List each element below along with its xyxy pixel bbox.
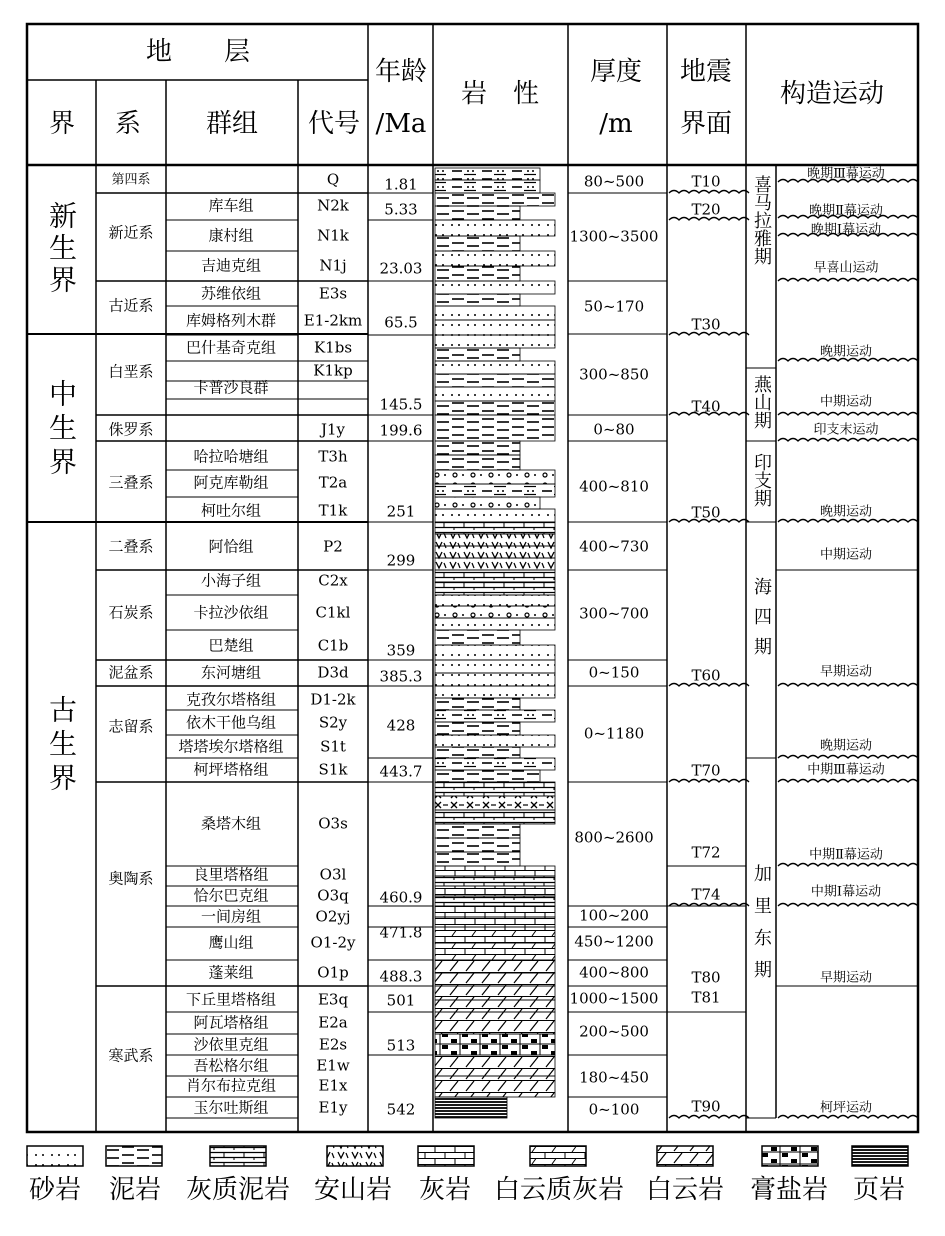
lithology-layer — [435, 193, 555, 206]
lithology-layer — [435, 1055, 555, 1076]
lithology-layer — [435, 876, 555, 886]
age-value: 385.3 — [379, 667, 423, 686]
lithology-layer — [435, 180, 540, 193]
formation-code: E1-2km — [303, 311, 363, 330]
lithology-layer — [435, 810, 555, 824]
lithology-layer — [435, 606, 555, 618]
formation-code: E2s — [318, 1035, 348, 1054]
legend-swatch — [210, 1146, 266, 1166]
lithology-layer — [435, 595, 555, 606]
formation-code: Q — [326, 170, 340, 189]
system-jurassic: 侏罗系 — [108, 420, 154, 439]
legend-dolomite: 白云岩 — [645, 1175, 725, 1205]
formation-name: 阿克库勒组 — [193, 473, 269, 492]
header-seismic-2: 界面 — [679, 109, 733, 139]
thickness-value: 100~200 — [579, 906, 649, 925]
seismic-interface: T20 — [691, 200, 721, 219]
formation-code: O3l — [319, 865, 347, 884]
lithology-layer — [435, 401, 555, 415]
age-value: 513 — [386, 1036, 416, 1055]
lithology-layer — [435, 758, 555, 770]
formation-name: 玉尔吐斯组 — [193, 1098, 269, 1117]
formation-name: 沙依里克组 — [193, 1035, 269, 1054]
seismic-interface: T90 — [691, 1097, 721, 1116]
formation-name: 吉迪克组 — [200, 256, 262, 275]
seismic-interface: T30 — [691, 315, 721, 334]
seismic-interface: T74 — [691, 885, 721, 904]
legend-limestone: 灰岩 — [418, 1175, 472, 1205]
lithology-layer — [435, 770, 540, 782]
tectonic-wavy-line — [778, 780, 918, 783]
legend-swatch — [852, 1146, 908, 1166]
lithology-layer — [435, 1012, 555, 1034]
header-thickness-2: /m — [599, 109, 633, 139]
lithology-layer — [435, 747, 520, 758]
legend-mudstone: 泥岩 — [108, 1175, 162, 1205]
seismic-interface: T72 — [691, 843, 721, 862]
movement-label: 中期Ⅲ幕运动 — [807, 762, 885, 778]
lithology-layer — [435, 618, 555, 630]
movement-label: 中期Ⅱ幕运动 — [809, 847, 883, 863]
formation-code: E2a — [318, 1013, 348, 1032]
lithology-layer — [435, 824, 520, 838]
lithology-layer — [435, 348, 520, 361]
formation-code: D3d — [317, 663, 349, 682]
lithology-layer — [435, 306, 555, 320]
system-neogene: 新近系 — [108, 223, 154, 242]
formation-code: E1x — [318, 1076, 348, 1095]
legend-sandstone: 砂岩 — [28, 1175, 82, 1205]
lithology-layer — [435, 582, 555, 595]
system-permian: 二叠系 — [108, 537, 154, 556]
period-yanshan: 燕山期 — [751, 375, 772, 429]
formation-code: S2y — [318, 713, 348, 732]
lithology-layer — [435, 281, 555, 294]
age-value: 145.5 — [379, 395, 423, 414]
lithology-layer — [435, 686, 555, 698]
header-age-1: 年龄 — [374, 57, 428, 87]
movement-label: 晚期Ⅱ幕运动 — [809, 203, 883, 219]
formation-name: 库姆格列木群 — [185, 311, 277, 330]
formation-code: J1y — [320, 420, 346, 439]
lithology-layer — [435, 168, 540, 180]
thickness-value: 1000~1500 — [569, 989, 659, 1008]
lithology-layer — [435, 534, 555, 546]
formation-name: 良里塔格组 — [193, 865, 269, 884]
header-lithology: 岩 性 — [460, 79, 540, 109]
tectonic-wavy-line — [778, 684, 918, 687]
formation-name: 库车组 — [208, 196, 254, 215]
lithology-layer — [435, 986, 555, 1000]
legend-andesite: 安山岩 — [313, 1175, 393, 1205]
lithology-layer — [435, 558, 555, 570]
movement-label: 早期运动 — [819, 970, 873, 986]
header-jie: 界 — [48, 109, 76, 139]
movement-label: 晚期Ⅲ幕运动 — [807, 166, 885, 182]
age-value: 501 — [386, 991, 416, 1010]
age-value: 359 — [386, 641, 416, 660]
header-daihao: 代号 — [307, 109, 361, 139]
lithology-layer — [435, 294, 520, 306]
legend-gypsum-salt: 膏盐岩 — [749, 1175, 829, 1205]
movement-label: 印支末运动 — [813, 422, 879, 438]
lithology-layer — [435, 570, 555, 582]
lithology-layer — [435, 335, 555, 348]
period-indosinian: 印支期 — [751, 453, 772, 507]
period-caledonian: 加里东期 — [751, 864, 772, 992]
thickness-value: 0~1180 — [583, 724, 645, 743]
formation-code: O3s — [318, 814, 348, 833]
age-value: 299 — [386, 551, 416, 570]
tectonic-wavy-line — [778, 864, 918, 867]
formation-code: P2 — [323, 537, 343, 556]
formation-name: 鹰山组 — [208, 933, 254, 952]
system-carboniferous: 石炭系 — [108, 603, 154, 622]
header-stratum: 地 层 — [145, 37, 251, 67]
thickness-value: 400~810 — [579, 477, 649, 496]
formation-code: K1kp — [313, 361, 353, 380]
formation-code: D1-2k — [310, 690, 356, 709]
header-age-2: /Ma — [375, 109, 427, 139]
lithology-layer — [435, 660, 555, 673]
movement-label: 晚期Ⅰ幕运动 — [810, 222, 882, 238]
formation-code: E3q — [317, 990, 349, 1009]
formation-code: E1w — [316, 1056, 350, 1075]
seismic-interface: T70 — [691, 761, 721, 780]
formation-name: 苏维依组 — [200, 284, 262, 303]
lithology-layer — [435, 497, 540, 509]
legend-swatch — [27, 1146, 83, 1166]
formation-name: 卡普沙良群 — [193, 378, 269, 397]
lithology-layer — [435, 886, 555, 896]
period-hercynian: 海四期 — [751, 577, 772, 667]
tectonic-wavy-line — [778, 413, 918, 416]
formation-name: 东河塘组 — [200, 663, 262, 682]
system-silurian: 志留系 — [108, 717, 154, 736]
formation-code: C1b — [317, 636, 349, 655]
tectonic-wavy-line — [778, 439, 918, 442]
lithology-layer — [435, 206, 520, 220]
system-cretaceous: 白垩系 — [108, 362, 154, 381]
formation-code: K1bs — [313, 338, 353, 357]
seismic-wavy-line — [669, 1116, 749, 1119]
thickness-value: 400~730 — [579, 537, 649, 556]
movement-label: 中期运动 — [819, 547, 873, 563]
lithology-layer — [435, 415, 555, 441]
age-value: 199.6 — [379, 421, 423, 440]
lithology-layer — [435, 710, 555, 722]
seismic-interface: T50 — [691, 503, 721, 522]
formation-code: O2yj — [315, 907, 351, 926]
lithology-layer — [435, 441, 520, 455]
thickness-value: 200~500 — [579, 1022, 649, 1041]
age-value: 1.81 — [384, 175, 418, 194]
formation-code: T2a — [318, 473, 348, 492]
lithology-layer — [435, 470, 555, 484]
lithology-layer — [435, 546, 555, 558]
formation-code: C1kl — [315, 603, 351, 622]
formation-code: T1k — [318, 501, 348, 520]
lithology-layer — [435, 960, 555, 973]
legend-dolomitic-limestone: 白云质灰岩 — [493, 1175, 625, 1205]
formation-code: O1-2y — [310, 933, 356, 952]
formation-name: 康村组 — [208, 226, 254, 245]
thickness-value: 450~1200 — [574, 932, 654, 951]
seismic-interface: T40 — [691, 397, 721, 416]
lithology-layer — [435, 266, 520, 281]
lithology-layer — [435, 361, 555, 374]
formation-name: 桑塔木组 — [200, 814, 262, 833]
thickness-value: 300~700 — [579, 604, 649, 623]
formation-name: 柯坪塔格组 — [193, 760, 269, 779]
formation-code: S1t — [320, 737, 346, 756]
period-himalayan: 喜马拉雅期 — [751, 175, 772, 265]
formation-name: 巴楚组 — [208, 636, 254, 655]
age-value: 5.33 — [384, 200, 418, 219]
lithology-layer — [435, 320, 555, 335]
lithology-layer — [435, 374, 555, 387]
thickness-value: 0~80 — [593, 420, 635, 439]
formation-code: N1j — [319, 256, 347, 275]
tectonic-wavy-line — [778, 1116, 918, 1119]
legend-swatch — [762, 1146, 818, 1166]
age-value: 488.3 — [379, 967, 423, 986]
header-thickness-1: 厚度 — [589, 57, 643, 87]
lithology-layer — [435, 1034, 555, 1055]
formation-name: 依木干他乌组 — [185, 713, 277, 732]
formation-name: 恰尔巴克组 — [193, 886, 269, 905]
formation-code: N1k — [317, 226, 349, 245]
formation-name: 哈拉哈塘组 — [193, 447, 269, 466]
age-value: 428 — [386, 716, 416, 735]
lithology-layer — [435, 896, 555, 906]
age-value: 251 — [386, 502, 416, 521]
age-value: 23.03 — [379, 259, 423, 278]
formation-code: S1k — [318, 760, 348, 779]
lithology-layer — [435, 722, 520, 735]
thickness-value: 1300~3500 — [569, 227, 659, 246]
lithology-layer — [435, 630, 520, 645]
lithology-layer — [435, 973, 555, 986]
lithology-layer — [435, 509, 555, 522]
lithology-layer — [435, 735, 555, 747]
formation-name: 克孜尔塔格组 — [185, 690, 277, 709]
formation-code: T3h — [318, 447, 348, 466]
lithology-layer — [435, 906, 555, 917]
header-qunzu: 群组 — [205, 109, 259, 139]
era-mesozoic: 中生界 — [45, 379, 78, 481]
formation-name: 小海子组 — [200, 571, 262, 590]
lithology-layer — [435, 455, 520, 470]
lithology-layer — [435, 796, 555, 810]
lithology-layer — [435, 220, 555, 236]
thickness-value: 400~800 — [579, 963, 649, 982]
lithology-layer — [435, 782, 555, 796]
formation-name: 柯吐尔组 — [200, 501, 262, 520]
system-cambrian: 寒武系 — [108, 1046, 154, 1065]
lithology-layer — [435, 387, 555, 401]
legend-shale: 页岩 — [852, 1175, 906, 1205]
formation-code: E1y — [318, 1098, 348, 1117]
lithology-layer — [435, 645, 555, 660]
movement-label: 晚期运动 — [819, 504, 873, 520]
movement-label: 晚期运动 — [819, 344, 873, 360]
tectonic-wavy-line — [778, 756, 918, 759]
formation-name: 塔塔埃尔塔格组 — [178, 737, 284, 756]
lithology-layer — [435, 1097, 507, 1118]
system-triassic: 三叠系 — [108, 473, 154, 492]
formation-name: 下丘里塔格组 — [185, 990, 277, 1009]
seismic-wavy-line — [669, 780, 749, 783]
lithology-layer — [435, 1076, 555, 1097]
thickness-value: 180~450 — [579, 1068, 649, 1087]
thickness-value: 0~150 — [588, 663, 640, 682]
formation-code: O1p — [317, 963, 349, 982]
era-paleozoic: 古生界 — [45, 695, 78, 797]
movement-label: 早喜山运动 — [813, 260, 879, 276]
movement-label: 中期Ⅰ幕运动 — [810, 884, 882, 900]
formation-code: N2k — [317, 196, 349, 215]
system-quaternary: 第四系 — [111, 172, 151, 188]
lithology-layer — [435, 943, 555, 960]
lithology-layer — [435, 927, 555, 943]
formation-code: O3q — [317, 886, 349, 905]
thickness-value: 800~2600 — [574, 828, 654, 847]
formation-name: 卡拉沙依组 — [193, 603, 269, 622]
thickness-value: 50~170 — [583, 297, 645, 316]
formation-name: 巴什基奇克组 — [185, 338, 277, 357]
age-value: 471.8 — [379, 923, 423, 942]
seismic-interface: T60 — [691, 666, 721, 685]
thickness-value: 300~850 — [579, 365, 649, 384]
lithology-layer — [435, 698, 520, 710]
thickness-value: 80~500 — [583, 172, 645, 191]
formation-code: C2x — [318, 571, 348, 590]
header-tectonic: 构造运动 — [779, 79, 885, 109]
tectonic-wavy-line — [778, 520, 918, 523]
movement-label: 中期运动 — [819, 394, 873, 410]
legend-swatch — [657, 1146, 713, 1166]
formation-name: 吾松格尔组 — [193, 1056, 269, 1075]
lithology-layer — [435, 484, 555, 497]
movement-label: 柯坪运动 — [819, 1100, 873, 1116]
legend-swatch — [327, 1146, 383, 1166]
formation-name: 蓬莱组 — [208, 963, 254, 982]
movement-label: 早期运动 — [819, 664, 873, 680]
tectonic-wavy-line — [778, 904, 918, 907]
system-ordovician: 奥陶系 — [108, 869, 154, 888]
thickness-value: 0~100 — [588, 1100, 640, 1119]
seismic-interface: T80 — [691, 968, 721, 987]
lithology-layer — [435, 1000, 555, 1012]
formation-name: 肖尔布拉克组 — [185, 1076, 277, 1095]
system-paleogene: 古近系 — [108, 296, 154, 315]
formation-code: E3s — [318, 284, 348, 303]
era-cenozoic: 新生界 — [45, 201, 78, 297]
lithology-layer — [435, 522, 555, 534]
formation-name: 阿恰组 — [208, 537, 254, 556]
lithology-layer — [435, 236, 520, 251]
legend-swatch — [106, 1146, 162, 1166]
seismic-interface: T10 — [691, 172, 721, 191]
age-value: 460.9 — [379, 888, 423, 907]
lithology-layer — [435, 251, 555, 266]
system-devonian: 泥盆系 — [108, 663, 154, 682]
legend-calcareous-mudstone: 灰质泥岩 — [185, 1175, 291, 1205]
tectonic-wavy-line — [778, 279, 918, 282]
header-seismic-1: 地震 — [679, 57, 733, 87]
lithology-layer — [435, 866, 555, 876]
lithology-layer — [435, 852, 520, 866]
legend-swatch — [530, 1146, 586, 1166]
movement-label: 晚期运动 — [819, 738, 873, 754]
lithology-layer — [435, 673, 555, 686]
age-value: 65.5 — [384, 313, 418, 332]
formation-name: 一间房组 — [200, 907, 262, 926]
age-value: 443.7 — [379, 762, 423, 781]
age-value: 542 — [386, 1100, 416, 1119]
legend-swatch — [418, 1146, 474, 1166]
seismic-wavy-line — [669, 191, 749, 194]
formation-name: 阿瓦塔格组 — [193, 1013, 269, 1032]
header-xi: 系 — [114, 109, 142, 139]
lithology-layer — [435, 838, 520, 852]
seismic-interface: T81 — [691, 988, 721, 1007]
lithology-layer — [435, 917, 555, 927]
